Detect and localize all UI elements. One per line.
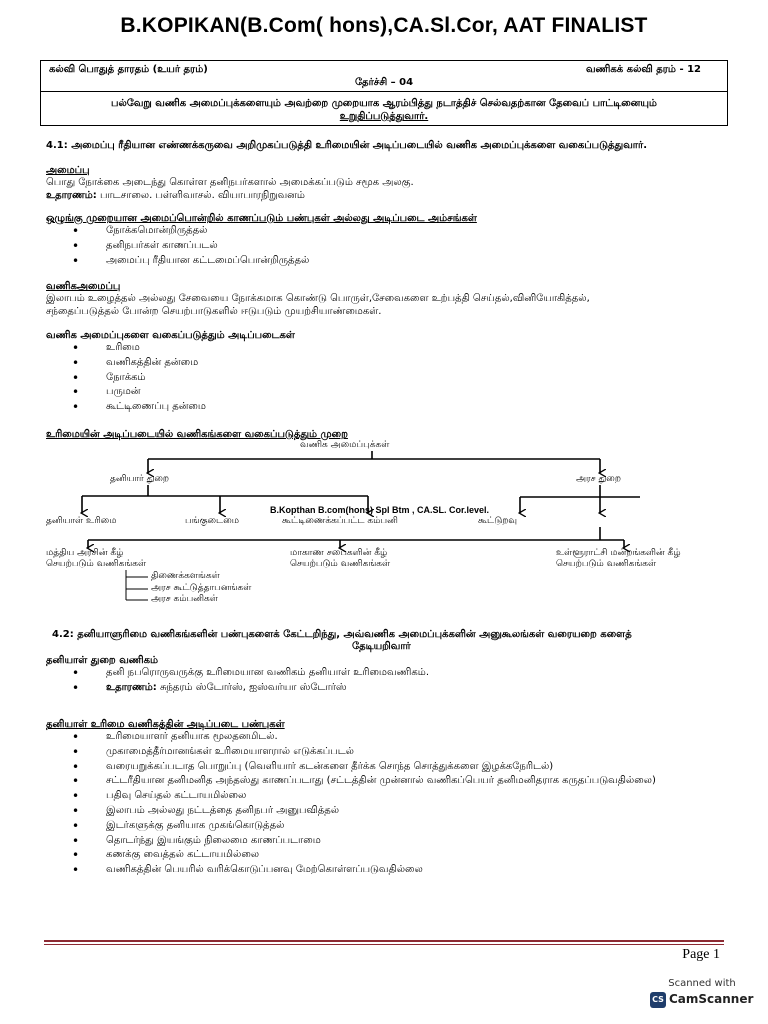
scanned-with-label: Scanned with	[668, 978, 736, 989]
list-item: • அமைப்பு ரீதியான கட்டமைப்பொன்றிருத்தல்	[72, 254, 309, 269]
list-item: • வரையறுக்கப்படாத பொறுப்பு (வெளியார் கடன்களை தீர்க்க சொந்த சொத்துக்களை இழக்கநேரிடல்)	[72, 760, 656, 775]
central-govt-line1: மத்திய அரசின் கீழ்	[46, 548, 124, 558]
header-description-line1: பல்வேறு வணிக அமைப்புக்களையும் அவற்றை முறையாக ஆரம்பித்து நடாத்திச் செல்வதற்கான தேவைப் பாட்டினையும்	[111, 98, 657, 109]
tree-node-partnership: பங்குடைமை	[185, 516, 239, 526]
footer-rule-bottom	[44, 944, 724, 945]
footer-rule-top	[44, 940, 724, 942]
list-item: • பருமன்	[72, 385, 206, 400]
list-item: • முகாமைத்தீர்மானங்கள் உரிமையாளரால் எடுக்கப்படல்	[72, 745, 656, 760]
sub-item-corporations: அரச கூட்டுத்தாபனங்கள்	[151, 583, 252, 593]
list-item: • தனி நபரொருவருக்கு உரிமையான வணிகம் தனியாள் உரிமைவணிகம்.	[72, 666, 429, 681]
header-competency: தேர்ச்சி – 04	[354, 77, 414, 88]
sole-features-list	[72, 730, 656, 878]
tree-node-provincial-councils	[290, 548, 390, 570]
list-item: • நோக்கமொன்றிருத்தல்	[72, 224, 309, 239]
list-item: • வணிகத்தின் தன்மை	[72, 356, 206, 371]
header-subject-left: கல்வி பொதுத் தாரதம் (உயர் தரம்)	[49, 64, 208, 75]
list-item: • இலாபம் அல்லது நட்டத்தை தனிநபர் அனுபவித்தல்	[72, 804, 656, 819]
business-org-line2: சந்தைப்படுத்தல் போன்ற செயற்பாடுகளில் ஈடுபடும் முயற்சியாண்மைகள்.	[46, 306, 382, 317]
features-heading: ஒழுங்கு முறையான அமைப்பொன்றில் காணப்படும் பண்புகள் அல்லது அடிப்படை அம்சங்கள்	[46, 213, 477, 224]
list-item: • இடர்களுக்கு தனியாக முகங்கொடுத்தல்	[72, 819, 656, 834]
organization-heading: அமைப்பு	[46, 165, 90, 176]
section-4-2-heading-line2: தேடியறிவார்	[352, 641, 411, 652]
local-line2: செயற்படும் வணிகங்கள்	[556, 559, 657, 569]
organization-definition: பொது நோக்கை அடைந்து கொள்ள தனிநபர்களால் அமைக்கப்படும் சமூக அலகு.	[46, 177, 414, 188]
tree-node-local-authorities	[556, 548, 681, 570]
tree-node-central-govt	[46, 548, 146, 570]
list-item: • உரிமையாளர் தனியாக மூலதனமிடல்.	[72, 730, 656, 745]
list-item: • பதிவு செய்தல் கட்டாயமில்லை	[72, 789, 656, 804]
classification-basis-heading: வணிக அமைப்புகளை வகைப்படுத்தும் அடிப்படைகள்	[46, 330, 295, 341]
business-org-heading: வணிகஅமைப்பு	[46, 281, 121, 292]
sole-features-heading: தனியாள் உரிமை வணிகத்தின் அடிப்படை பண்புகள்	[46, 719, 285, 730]
central-govt-line2: செயற்படும் வணிகங்கள்	[46, 559, 147, 569]
list-item: • வணிகத்தின் பெயரில் வரிக்கொடுப்பனவு மேற்கொள்ளப்படுவதில்லை	[72, 863, 656, 878]
camscanner-badge	[644, 976, 760, 1012]
tree-node-incorporated-company: கூட்டிணைக்கப்பட்ட கம்பனி	[282, 516, 398, 526]
organization-example-label: உதாரணம்:	[46, 190, 97, 201]
section-4-1-heading: 4.1: அமைப்பு ரீதியான எண்ணக்கருவை அறிமுகப்படுத்தி உரிமையின் அடிப்படையில் வணிக அமைப்புக்களை வகைப்படுத்துவார்.	[46, 140, 648, 151]
business-org-line1: இலாபம் உழைத்தல் அல்லது சேவையை நோக்கமாக கொண்டு பொருள்,சேவைகளை உற்பத்தி செய்தல்,வினியோகித்தல்,	[46, 293, 590, 304]
camscanner-label: CamScanner	[669, 992, 754, 1006]
camscanner-logo-icon: CS	[650, 992, 666, 1008]
list-item: • தனிநபர்கள் காணப்படல்	[72, 239, 309, 254]
list-item: • சட்டரீதியான தனிமனித அந்தஸ்து காணப்படாது (சட்டத்தின் முன்னால் வணிகப்பெயர் தனிமனிதராக கருதப்படுவதில்லை)	[72, 774, 656, 789]
sole-example-text: சுந்தரம் ஸ்டோர்ஸ், ஐஸ்வர்யா ஸ்டோர்ஸ்	[159, 681, 347, 693]
tree-node-root: வணிக அமைப்புக்கள்	[300, 440, 390, 450]
sole-example-label: உதாரணம்:	[106, 681, 157, 693]
provincial-line2: செயற்படும் வணிகங்கள்	[290, 559, 391, 569]
page-title: B.KOPIKAN(B.Com( hons),CA.Sl.Cor, AAT FINALIST	[120, 14, 648, 37]
sole-business-list	[72, 666, 429, 696]
author-watermark: B.Kopthan B.com(hons) Spl Btm , CA.SL. Cor.level.	[270, 505, 490, 515]
list-item: • தொடர்ந்து இயங்கும் நிலைமை காணப்படாமை	[72, 834, 656, 849]
organization-example-text: பாடசாலை. பள்ளிவாசல். வியாபாரநிறுவனம்	[99, 190, 305, 201]
header-grade-right: வணிகக் கல்வி தரம் - 12	[585, 64, 701, 75]
list-item: • கணக்கு வைத்தல் கட்டாயமில்லை	[72, 848, 656, 863]
sole-business-heading: தனியாள் துறை வணிகம்	[46, 655, 159, 666]
local-line1: உள்ளூராட்சி மன்றங்களின் கீழ்	[556, 548, 681, 558]
list-item: • நோக்கம்	[72, 371, 206, 386]
list-item: • உரிமை	[72, 341, 206, 356]
sub-item-departments: திணைக்களங்கள்	[151, 571, 220, 581]
tree-node-private-sector: தனியார் துறை	[110, 474, 170, 484]
tree-node-cooperative: கூட்டுறவு	[478, 516, 517, 526]
tree-heading: உரிமையின் அடிப்படையில் வணிகங்களை வகைப்படுத்தும் முறை	[46, 429, 348, 440]
tree-node-sole-proprietorship: தனியாள் உரிமை	[46, 516, 117, 526]
tree-node-public-sector: அரச துறை	[576, 474, 621, 484]
list-item	[72, 681, 429, 696]
header-description-line2: உறுதிப்படுத்துவார்.	[339, 111, 429, 122]
section-4-2-heading-line1: 4.2: தனியாளுரிமை வணிகங்களின் பண்புகளைக் கேட்டறிந்து, அவ்வணிக அமைப்புக்களின் அனுகூலங்கள் வரையறை களைத்	[52, 629, 632, 640]
provincial-line1: மாகாண சபைகளின் கீழ்	[290, 548, 388, 558]
page-number: Page 1	[682, 947, 720, 962]
list-item: • கூட்டிணைப்பு தன்மை	[72, 400, 206, 415]
sub-item-state-companies: அரச கம்பனிகள்	[151, 594, 218, 604]
